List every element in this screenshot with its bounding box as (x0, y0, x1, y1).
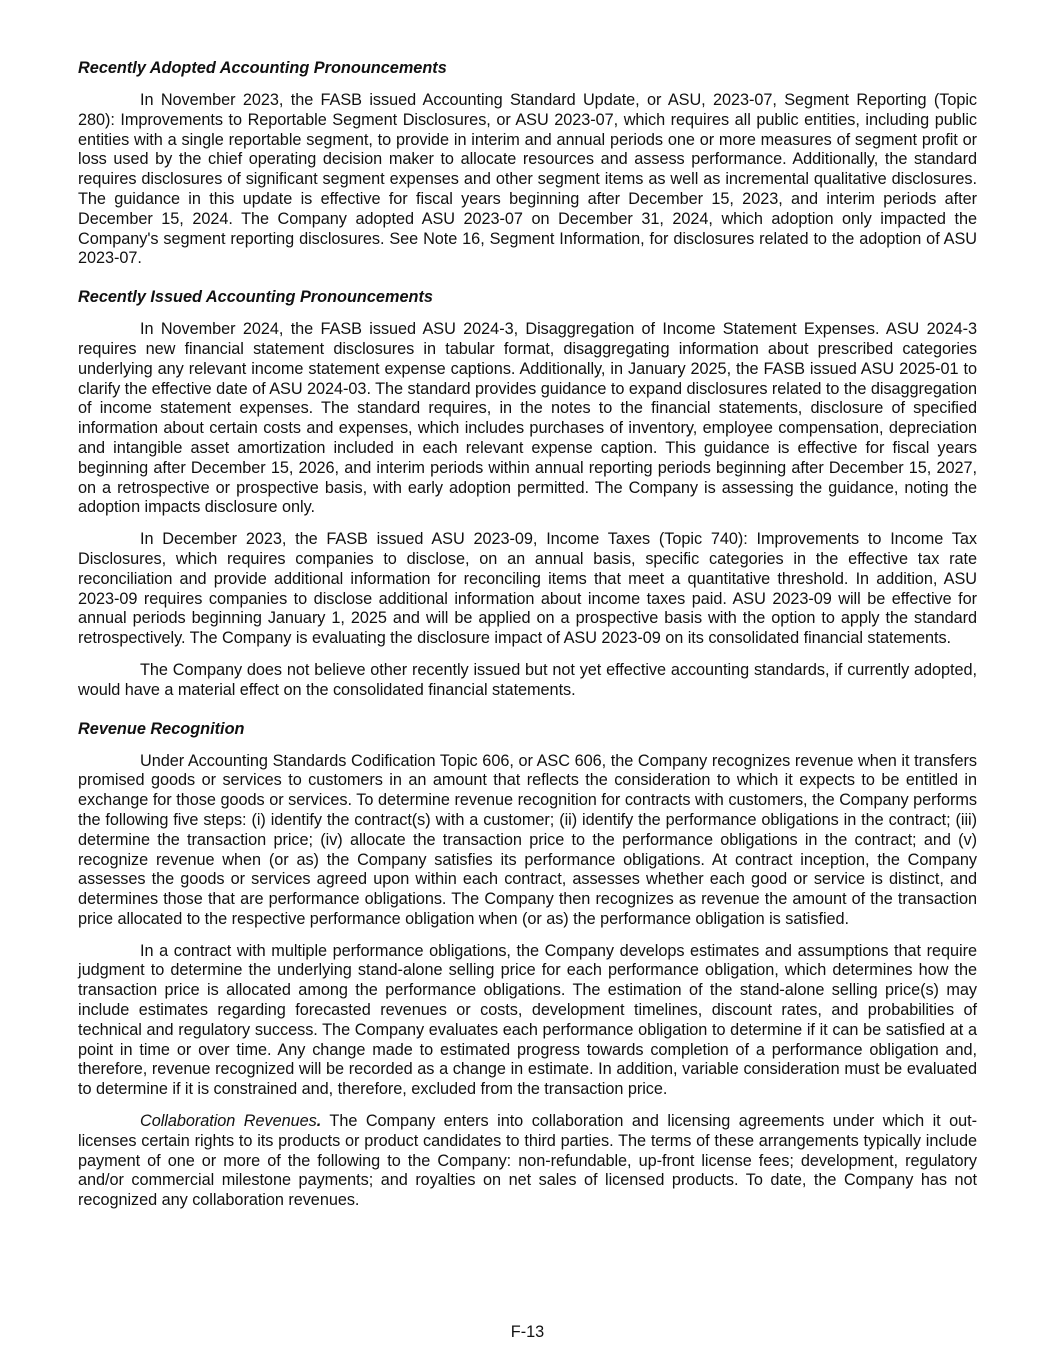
paragraph: In November 2023, the FASB issued Accounting Standard Update, or ASU, 2023-07, Segment Reporting (Topic 280): Improvements to Reportable Segment Disclosures, or ASU 2023-07, which requires all public entities, including public entities with a single reportable segment, to provide in interim and annual periods one or more measures of segment profit or loss used by the chief operating decision maker to allocate resources and assess performance. Additionally, the standard requires disclosures of significant segment expenses and other segment items as well as incremental qualitative disclosures. The guidance in this update is effective for fiscal years beginning after December 15, 2023, and interim periods after December 15, 2024. The Company adopted ASU 2023-07 on December 31, 2024, which adoption only impacted the Company's segment reporting disclosures. See Note 16, Segment Information, for disclosures related to the adoption of ASU 2023-07. (78, 91, 977, 268)
paragraph: In November 2024, the FASB issued ASU 2024-3, Disaggregation of Income Statement Expenses. ASU 2024-3 requires new financial statement disclosures in tabular format, disaggregating information about prescribed categories underlying any relevant income statement expense captions. Additionally, in January 2025, the FASB issued ASU 2025-01 to clarify the effective date of ASU 2024-03. The standard provides guidance to expand disclosures related to the disaggregation of income statement expenses. The standard requires, in the notes to the financial statements, disclosure of specified information about certain costs and expenses, which includes purchases of inventory, employee compensation, depreciation and intangible asset amortization included in each relevant expense caption. This guidance is effective for fiscal years beginning after December 15, 2026, and interim periods within annual reporting periods beginning after December 15, 2027, on a retrospective or prospective basis, with early adoption permitted. The Company is assessing the guidance, noting the adoption impacts disclosure only. (78, 320, 977, 517)
paragraph-collaboration-revenues (78, 1112, 977, 1211)
inline-heading-punct: . (316, 1112, 322, 1131)
section-heading: Revenue Recognition (78, 719, 245, 738)
section-heading: Recently Adopted Accounting Pronouncements (78, 59, 447, 77)
inline-heading-text: Collaboration Revenues (140, 1112, 317, 1131)
section-recently-issued (78, 287, 977, 700)
paragraph-text: The Company enters into collaboration and licensing agreements under which it out-licenses certain rights to its products or product candidates to third parties. The terms of these arrangements typically include payment of one or more of the following to the Company: non-refundable, up-front license fees; development, regulatory and/or commercial milestone payments; and royalties on net sales of licensed products. To date, the Company has not recognized any collaboration revenues. (78, 1112, 977, 1210)
paragraph: The Company does not believe other recently issued but not yet effective accounting standards, if currently adopted, would have a material effect on the consolidated financial statements. (78, 660, 977, 699)
section-revenue-recognition (78, 719, 977, 1212)
section-recently-adopted (78, 58, 977, 269)
paragraph: In a contract with multiple performance obligations, the Company develops estimates and assumptions that require judgment to determine the underlying stand-alone selling price for each performance obligation, which determines how the transaction price is allocated among the performance obligations. The estimation of the stand-alone selling price(s) may include estimates regarding forecasted revenues or costs, development timelines, discount rates, and probabilities of technical and regulatory success. The Company evaluates each performance obligation to determine if it can be satisfied at a point in time or over time. Any change made to estimated progress towards completion of a performance obligation and, therefore, revenue recognized will be recorded as a change in estimate. In addition, variable consideration must be evaluated to determine if it is constrained and, therefore, excluded from the transaction price. (78, 941, 977, 1099)
paragraph: In December 2023, the FASB issued ASU 2023-09, Income Taxes (Topic 740): Improvements to Income Tax Disclosures, which requires companies to disclose, on an annual basis, specific categories in the effective tax rate reconciliation and provide additional information for reconciling items that meet a quantitative threshold. In addition, ASU 2023-09 requires companies to disclose additional information about income taxes paid. ASU 2023-09 will be effective for annual periods beginning January 1, 2025 and will be applied on a prospective basis with the option to apply the standard retrospectively. The Company is evaluating the disclosure impact of ASU 2023-09 on its consolidated financial statements. (78, 530, 977, 648)
document-page (78, 58, 977, 1223)
paragraph: Under Accounting Standards Codification Topic 606, or ASC 606, the Company recognizes revenue when it transfers promised goods or services to customers in an amount that reflects the consideration to which it expects to be entitled in exchange for those goods or services. To determine revenue recognition for contracts with customers, the Company performs the following five steps: (i) identify the contract(s) with a customer; (ii) identify the performance obligations in the contract; (iii) determine the transaction price; (iv) allocate the transaction price to the performance obligations in the contract; and (v) recognize revenue when (or as) the Company satisfies its performance obligations. At contract inception, the Company assesses the goods or services agreed upon within each contract, assesses whether each good or service is distinct, and determines those that are performance obligations. The Company then recognizes as revenue the amount of the transaction price allocated to the respective performance obligation when (or as) the performance obligation is satisfied. (78, 751, 977, 928)
inline-heading (140, 1112, 321, 1130)
section-heading: Recently Issued Accounting Pronouncements (78, 288, 433, 307)
page-number: F-13 (510, 1323, 545, 1341)
